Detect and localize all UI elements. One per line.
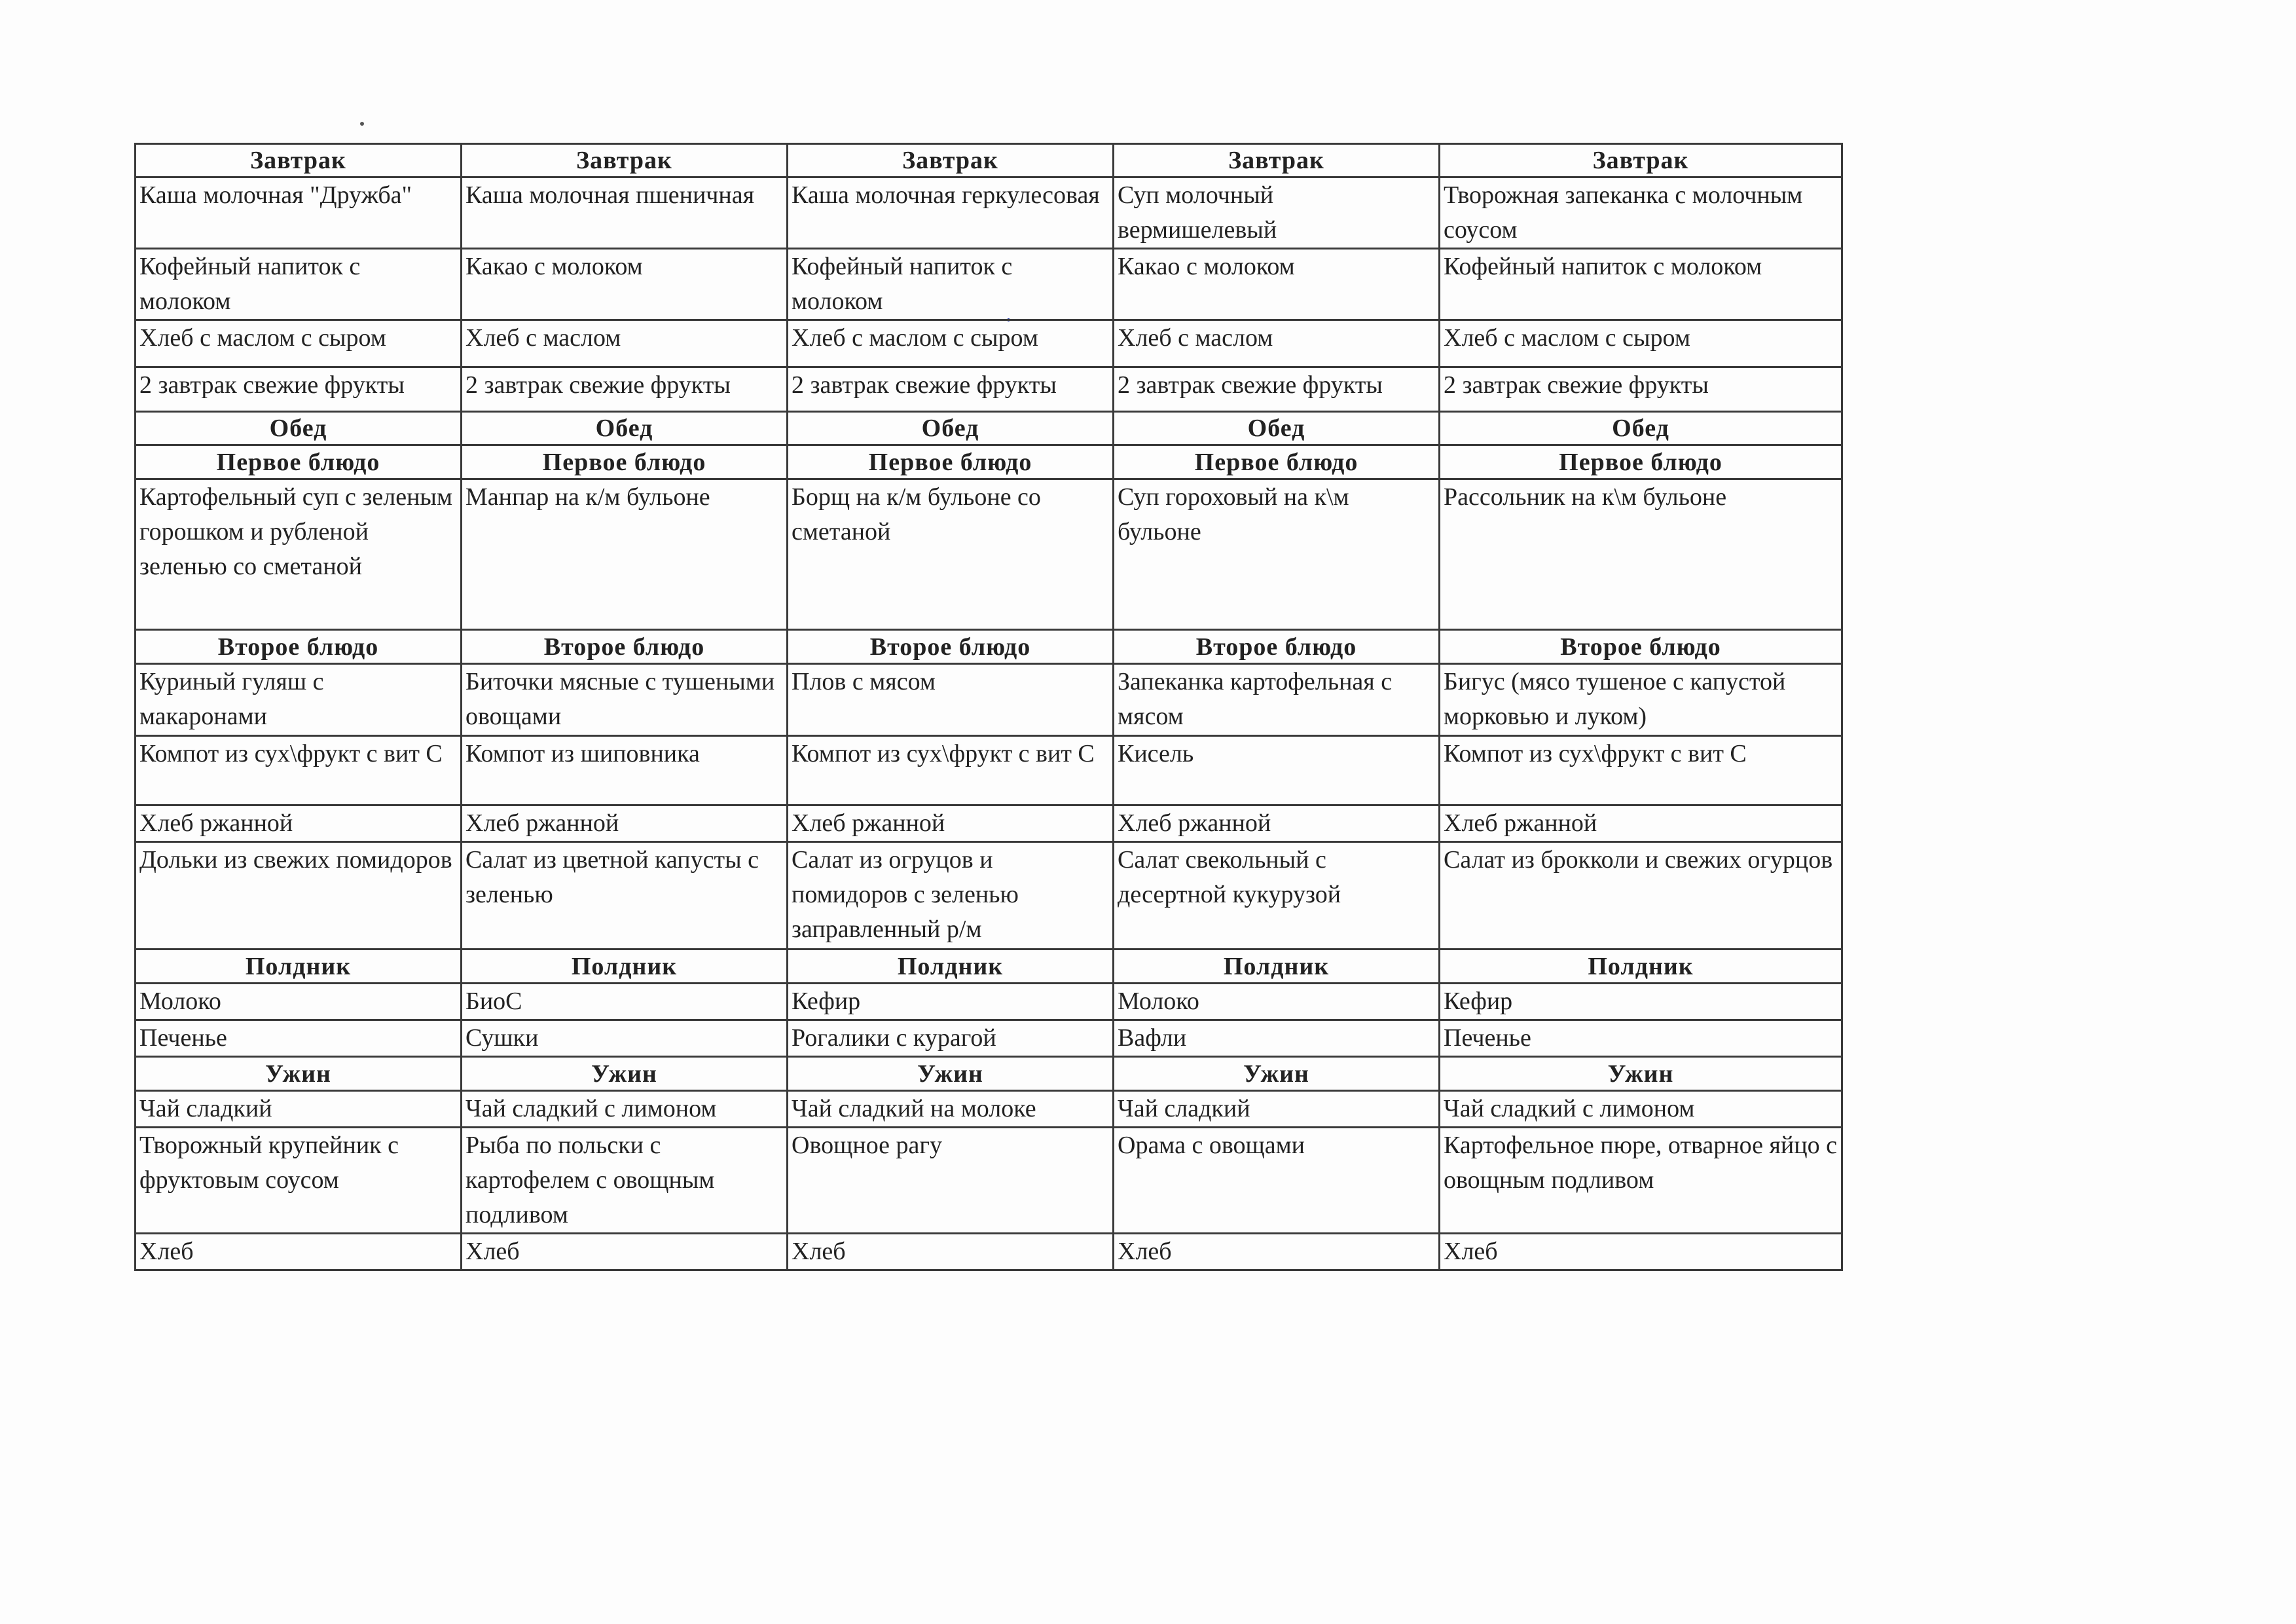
menu-item-cell: Хлеб ржанной — [1114, 805, 1440, 842]
menu-row — [136, 1020, 1842, 1057]
menu-item-cell: Сушки — [462, 1020, 788, 1057]
menu-item-cell: Хлеб с маслом с сыром — [1440, 320, 1842, 367]
menu-item-cell: 2 завтрак свежие фрукты — [136, 367, 462, 412]
menu-item-cell: Печенье — [136, 1020, 462, 1057]
menu-item-cell: Кофейный напиток с молоком — [1440, 249, 1842, 320]
section-header-cell: Первое блюдо — [788, 445, 1114, 479]
menu-item-cell: Хлеб с маслом — [1114, 320, 1440, 367]
section-header-cell: Первое блюдо — [136, 445, 462, 479]
menu-item-cell: Хлеб — [788, 1234, 1114, 1270]
section-header-cell: Завтрак — [788, 144, 1114, 177]
scan-speck — [360, 122, 364, 126]
section-header-cell: Второе блюдо — [462, 630, 788, 664]
menu-item-cell: Хлеб ржанной — [462, 805, 788, 842]
menu-item-cell: Овощное рагу — [788, 1128, 1114, 1234]
menu-item-cell: Компот из сух\фрукт с вит С — [788, 736, 1114, 805]
menu-row — [136, 1234, 1842, 1270]
menu-item-cell: Чай сладкий с лимоном — [462, 1091, 788, 1128]
section-header-cell: Полдник — [1440, 950, 1842, 984]
menu-item-cell: Хлеб — [136, 1234, 462, 1270]
section-header-cell: Обед — [788, 412, 1114, 445]
menu-item-cell: Хлеб — [462, 1234, 788, 1270]
menu-item-cell: Чай сладкий — [136, 1091, 462, 1128]
menu-item-cell: Творожный крупейник с фруктовым соусом — [136, 1128, 462, 1234]
menu-row — [136, 984, 1842, 1020]
menu-item-cell: Компот из шиповника — [462, 736, 788, 805]
section-header-cell: Первое блюдо — [1114, 445, 1440, 479]
menu-item-cell: 2 завтрак свежие фрукты — [462, 367, 788, 412]
menu-row — [136, 367, 1842, 412]
menu-row — [136, 805, 1842, 842]
menu-item-cell: Рогалики с курагой — [788, 1020, 1114, 1057]
menu-row — [136, 842, 1842, 950]
section-header-cell: Полдник — [1114, 950, 1440, 984]
section-header-cell: Обед — [136, 412, 462, 445]
menu-item-cell: Чай сладкий — [1114, 1091, 1440, 1128]
menu-row — [136, 249, 1842, 320]
menu-item-cell: Печенье — [1440, 1020, 1842, 1057]
menu-item-cell: Борщ на к/м бульоне со сметаной — [788, 479, 1114, 630]
menu-item-cell: Запеканка картофельная с мясом — [1114, 664, 1440, 736]
menu-item-cell: Салат из цветной капусты с зеленью — [462, 842, 788, 950]
menu-item-cell: БиоС — [462, 984, 788, 1020]
section-header-cell: Завтрак — [1440, 144, 1842, 177]
section-header-cell: Завтрак — [136, 144, 462, 177]
menu-item-cell: Каша молочная "Дружба" — [136, 177, 462, 249]
section-header-row — [136, 144, 1842, 177]
menu-item-cell: Картофельный суп с зеленым горошком и рубленой зеленью со сметаной — [136, 479, 462, 630]
section-header-cell: Первое блюдо — [1440, 445, 1842, 479]
section-header-cell: Полдник — [136, 950, 462, 984]
menu-item-cell: Молоко — [136, 984, 462, 1020]
menu-item-cell: Салат свекольный с десертной кукурузой — [1114, 842, 1440, 950]
menu-row — [136, 177, 1842, 249]
section-header-cell: Второе блюдо — [788, 630, 1114, 664]
menu-row — [136, 1128, 1842, 1234]
menu-item-cell: Хлеб — [1440, 1234, 1842, 1270]
menu-item-cell: Хлеб с маслом — [462, 320, 788, 367]
menu-item-cell: Молоко — [1114, 984, 1440, 1020]
menu-item-cell: Какао с молоком — [1114, 249, 1440, 320]
section-header-cell: Второе блюдо — [1440, 630, 1842, 664]
section-header-cell: Ужин — [1440, 1057, 1842, 1091]
section-header-cell: Завтрак — [462, 144, 788, 177]
menu-item-cell: Биточки мясные с тушеными овощами — [462, 664, 788, 736]
menu-item-cell: Компот из сух\фрукт с вит С — [136, 736, 462, 805]
section-header-row — [136, 412, 1842, 445]
section-header-cell: Полдник — [462, 950, 788, 984]
menu-item-cell: Кофейный напиток с молоком — [136, 249, 462, 320]
section-header-cell: Ужин — [788, 1057, 1114, 1091]
section-header-cell: Ужин — [462, 1057, 788, 1091]
menu-row — [136, 1091, 1842, 1128]
menu-item-cell: Кефир — [788, 984, 1114, 1020]
section-header-cell: Обед — [1114, 412, 1440, 445]
menu-item-cell: Какао с молоком — [462, 249, 788, 320]
menu-item-cell: Дольки из свежих помидоров — [136, 842, 462, 950]
menu-item-cell: Хлеб ржанной — [1440, 805, 1842, 842]
section-header-cell: Второе блюдо — [136, 630, 462, 664]
menu-item-cell: 2 завтрак свежие фрукты — [1440, 367, 1842, 412]
section-header-cell: Ужин — [136, 1057, 462, 1091]
menu-table-body — [136, 144, 1842, 1270]
menu-item-cell: Хлеб с маслом с сыром — [788, 320, 1114, 367]
menu-item-cell: Чай сладкий с лимоном — [1440, 1091, 1842, 1128]
section-header-row — [136, 445, 1842, 479]
section-header-cell: Второе блюдо — [1114, 630, 1440, 664]
section-header-row — [136, 630, 1842, 664]
menu-item-cell: 2 завтрак свежие фрукты — [788, 367, 1114, 412]
menu-row — [136, 479, 1842, 630]
menu-item-cell: Творожная запеканка с молочным соусом — [1440, 177, 1842, 249]
section-header-cell: Завтрак — [1114, 144, 1440, 177]
menu-item-cell: Каша молочная пшеничная — [462, 177, 788, 249]
section-header-cell: Первое блюдо — [462, 445, 788, 479]
menu-item-cell: Салат из брокколи и свежих огурцов — [1440, 842, 1842, 950]
menu-item-cell: Орама с овощами — [1114, 1128, 1440, 1234]
section-header-cell: Обед — [1440, 412, 1842, 445]
section-header-row — [136, 950, 1842, 984]
menu-item-cell: Куриный гуляш с макаронами — [136, 664, 462, 736]
menu-item-cell: Картофельное пюре, отварное яйцо с овощным подливом — [1440, 1128, 1842, 1234]
menu-item-cell: Каша молочная геркулесовая — [788, 177, 1114, 249]
menu-item-cell: Рассольник на к\м бульоне — [1440, 479, 1842, 630]
menu-item-cell: Чай сладкий на молоке — [788, 1091, 1114, 1128]
menu-row — [136, 320, 1842, 367]
menu-item-cell: Салат из огруцов и помидоров с зеленью заправленный р/м — [788, 842, 1114, 950]
menu-item-cell: Манпар на к/м бульоне — [462, 479, 788, 630]
menu-item-cell: Хлеб — [1114, 1234, 1440, 1270]
menu-item-cell: Хлеб с маслом с сыром — [136, 320, 462, 367]
menu-item-cell: Плов с мясом — [788, 664, 1114, 736]
menu-item-cell: Бигус (мясо тушеное с капустой морковью и луком) — [1440, 664, 1842, 736]
menu-table — [134, 143, 1843, 1271]
section-header-row — [136, 1057, 1842, 1091]
menu-row — [136, 664, 1842, 736]
menu-item-cell: Суп молочный вермишелевый — [1114, 177, 1440, 249]
menu-item-cell: Рыба по польски с картофелем с овощным подливом — [462, 1128, 788, 1234]
menu-item-cell: 2 завтрак свежие фрукты — [1114, 367, 1440, 412]
menu-item-cell: Суп гороховый на к\м бульоне — [1114, 479, 1440, 630]
section-header-cell: Ужин — [1114, 1057, 1440, 1091]
section-header-cell: Обед — [462, 412, 788, 445]
menu-row — [136, 736, 1842, 805]
menu-item-cell: Кисель — [1114, 736, 1440, 805]
menu-item-cell: Вафли — [1114, 1020, 1440, 1057]
menu-item-cell: Кофейный напиток с молоком — [788, 249, 1114, 320]
menu-item-cell: Хлеб ржанной — [788, 805, 1114, 842]
menu-item-cell: Компот из сух\фрукт с вит С — [1440, 736, 1842, 805]
menu-item-cell: Хлеб ржанной — [136, 805, 462, 842]
menu-item-cell: Кефир — [1440, 984, 1842, 1020]
section-header-cell: Полдник — [788, 950, 1114, 984]
